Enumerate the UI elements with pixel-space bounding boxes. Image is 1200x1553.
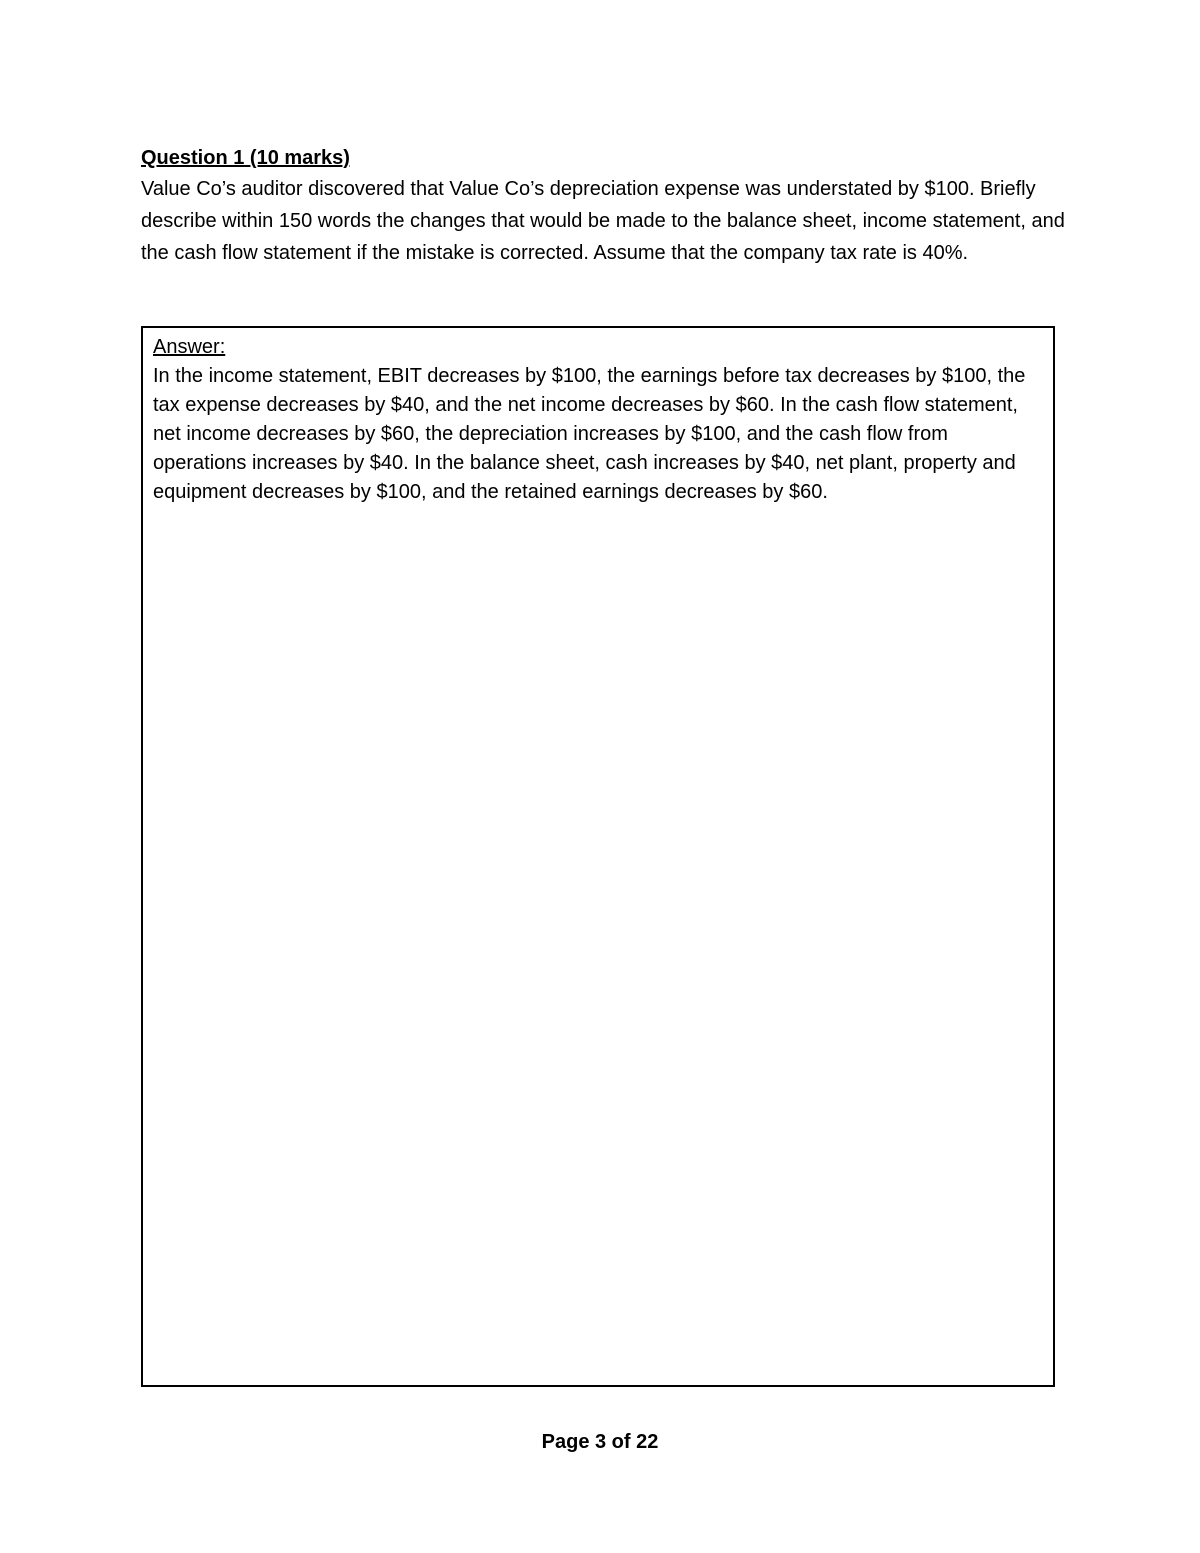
answer-label: Answer: bbox=[153, 336, 226, 358]
question-section bbox=[141, 143, 1066, 269]
answer-text: In the income statement, EBIT decreases by $100, the earnings before tax decreases by $100, the tax expense decreases by $40, and the net income decreases by $60. In the cash flow statement, net income decreases by $60, the depreciation increases by $100, and the cash flow from operations increases by $40. In the balance sheet, cash increases by $40, net plant, property and equipment decreases by $100, and the retained earnings decreases by $60. bbox=[153, 365, 1026, 503]
question-text: Value Co’s auditor discovered that Value Co’s depreciation expense was understated by $100. Briefly describe within 150 words the changes that would be made to the balance sheet, income statement, and the cash flow statement if the mistake is corrected. Assume that the company tax rate is 40%. bbox=[141, 178, 1065, 264]
answer-box bbox=[141, 326, 1055, 1387]
question-title: Question 1 (10 marks) bbox=[141, 147, 350, 169]
page-number: Page 3 of 22 bbox=[541, 1431, 659, 1453]
